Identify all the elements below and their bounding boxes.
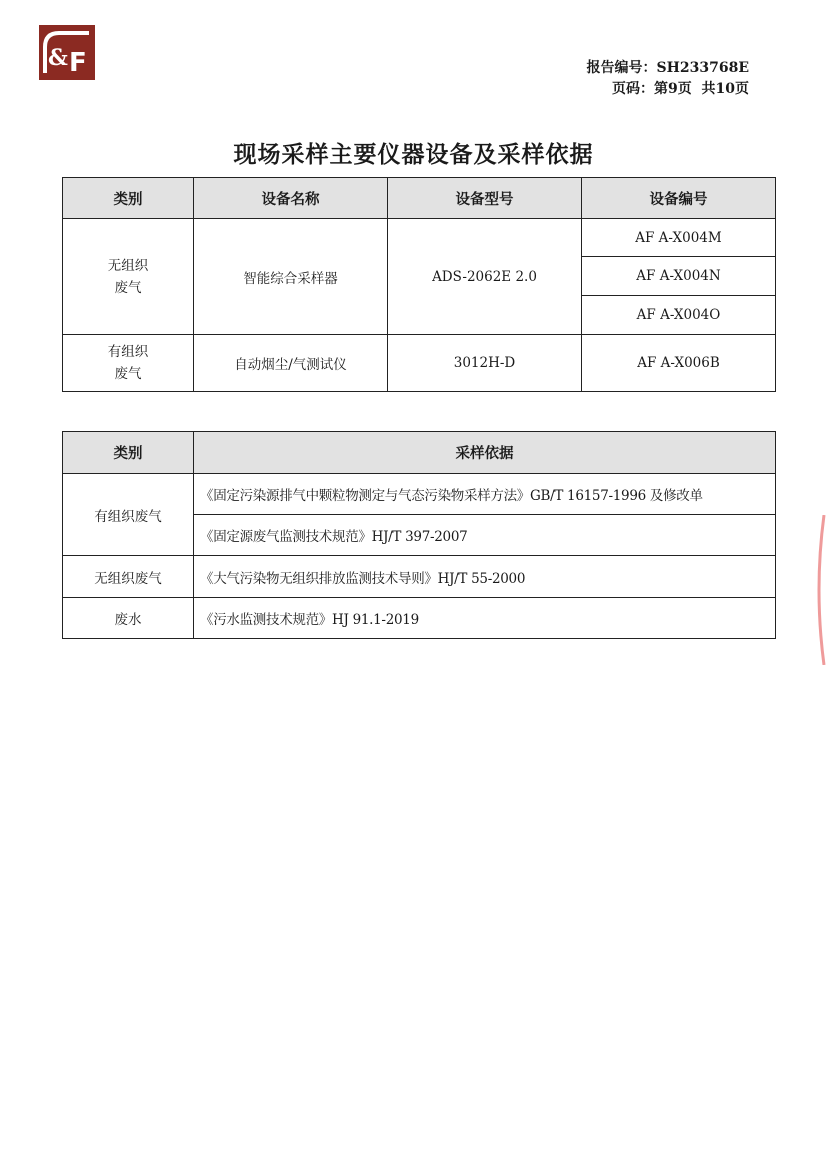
equipment-number-cell: AF A-X004M [582,219,776,257]
basis-cell: 《固定污染源排气中颗粒物测定与气态污染物采样方法》GB/T 16157-1996 及修改单 [194,474,776,515]
category-cell: 有组织废气 [63,474,194,556]
column-header: 类别 [63,178,194,219]
category-cell: 有组织 废气 [63,335,194,392]
basis-cell: 《固定源废气监测技术规范》HJ/T 397-2007 [194,515,776,556]
report-header-info [587,58,749,100]
table-header-row [63,178,776,219]
table-row [63,556,776,598]
equipment-table [62,177,776,392]
report-number: SH233768E [656,60,749,76]
sampling-basis-table [62,431,776,639]
equipment-number-cell: AF A-X004N [582,257,776,296]
page-number-line: 页码：第9页 共10页 [612,81,749,97]
equipment-model-cell: ADS-2062E 2.0 [388,219,582,335]
page-title: 现场采样主要仪器设备及采样依据 [233,141,594,168]
equipment-model-cell: 3012H-D [388,335,582,392]
svg-text:&: & [48,45,68,71]
equipment-name-cell: 智能综合采样器 [194,219,388,335]
table-row [63,219,776,257]
category-cell: 无组织 废气 [63,219,194,335]
table-row [63,474,776,515]
equipment-number-cell: AF A-X004O [582,296,776,335]
column-header: 设备型号 [388,178,582,219]
svg-text:F: F [69,48,87,78]
table-row [63,335,776,392]
equipment-name-cell: 自动烟尘/气测试仪 [194,335,388,392]
column-header: 采样依据 [194,432,776,474]
category-cell: 无组织废气 [63,556,194,598]
column-header: 设备名称 [194,178,388,219]
equipment-number-cell: AF A-X006B [582,335,776,392]
seal-stamp-fragment [810,515,827,665]
column-header: 设备编号 [582,178,776,219]
report-number-line: 报告编号：SH233768E [586,60,749,76]
basis-cell: 《大气污染物无组织排放监测技术导则》HJ/T 55-2000 [194,556,776,598]
basis-cell: 《污水监测技术规范》HJ 91.1-2019 [194,598,776,639]
table-row [63,598,776,639]
category-cell: 废水 [63,598,194,639]
company-logo [39,25,95,80]
column-header: 类别 [63,432,194,474]
table-header-row [63,432,776,474]
